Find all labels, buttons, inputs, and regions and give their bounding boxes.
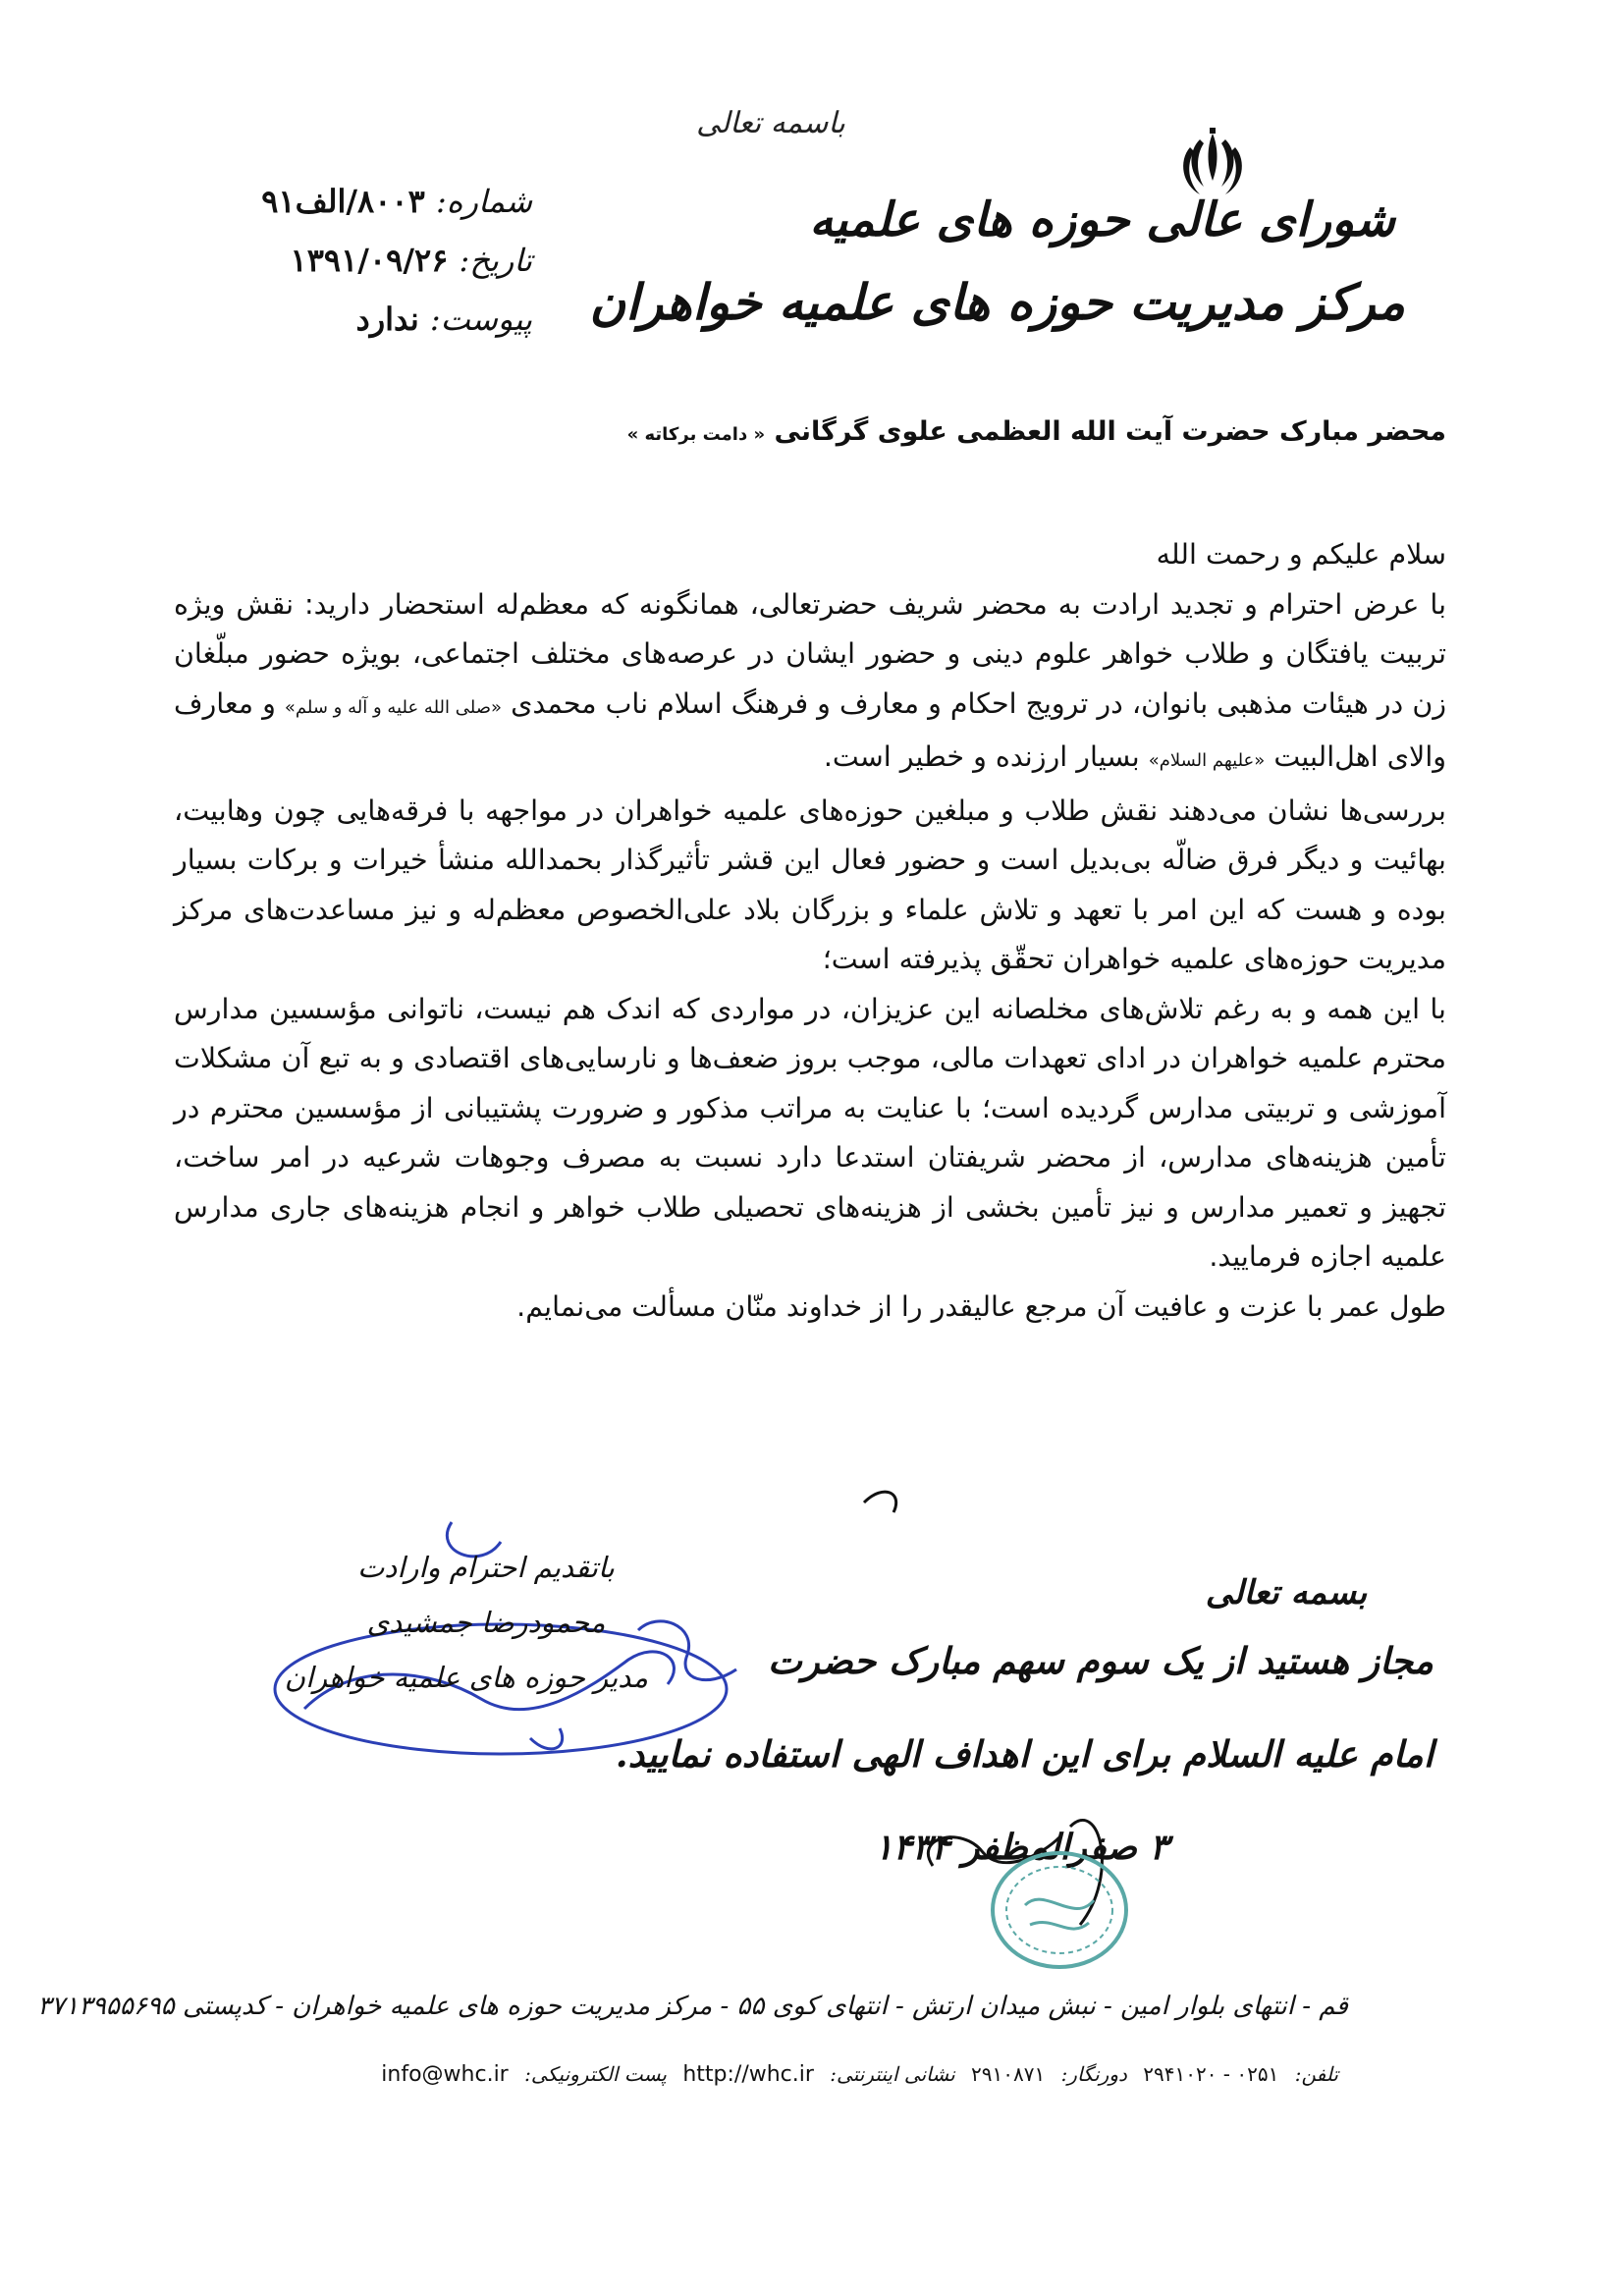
letter-date-label: تاریخ:: [459, 242, 532, 279]
footer-fax-value: ۲۹۱۰۸۷۱: [971, 2062, 1046, 2086]
handwritten-reply-line-2: امام علیه السلام برای این اهداف الهی استفاده نمایید.: [615, 1732, 1434, 1776]
official-seal-icon: [986, 1846, 1133, 1974]
body-paragraph-2: بررسی‌ها نشان می‌دهند نقش طلاب و مبلغین حوزه‌های علمیه خواهران در مواجهه با فرقه‌هایی چون وهابیت، بهائیت و دیگر فرق ضالّه بی‌بدیل است و حضور فعال این قشر تأثیرگذار بحمدالله منشأ خیرات و برکات بسیار بوده و هست که این امر با تعهد و تلاش علماء و بزرگان بلاد علی‌الخصوص معظم‌له و نیز مساعدت‌های مرکز مدیریت حوزه‌های علمیه خواهران تحقّق پذیرفته است؛: [174, 793, 1446, 975]
letter-attachment-value: ندارد: [355, 301, 419, 338]
letter-date: [218, 242, 532, 279]
footer-phone-label: تلفن:: [1294, 2062, 1338, 2086]
sender-title: مدیر حوزه های علمیه خواهران: [284, 1661, 648, 1694]
handwritten-reply-heading: بسمه تعالی: [1205, 1573, 1368, 1613]
footer-web-link[interactable]: http://whc.ir: [682, 2062, 814, 2087]
handwritten-reply-line-1: مجاز هستید از یک سوم سهم مبارک حضرت: [768, 1639, 1434, 1682]
body-paragraph-1-part-a: با عرض احترام و تجدید ارادت به محضر شریف حضرتعالی، همانگونه که معظم‌له استحضار دارید: نقش ویژه تربیت یافتگان و طلاب خواهر علوم دینی و حضور ایشان در عرصه‌های مختلف اجتماعی، بویژه حضور مبلّغان زن در هیئات مذهبی بانوان، در ترویج احکام و معارف و فرهنگ اسلام ناب محمدی: [174, 587, 1447, 720]
footer-phone-value: ۰۲۵۱ - ۲۹۴۱۰۲۰: [1143, 2062, 1279, 2086]
footer-web-label: نشانی اینترنتی:: [830, 2062, 955, 2086]
footer-email-link[interactable]: info@whc.ir: [381, 2062, 509, 2087]
letter-number-label: شماره:: [435, 183, 532, 220]
body-paragraph-1-part-c: بسیار ارزنده و خطیر است.: [823, 740, 1140, 773]
honorific-ahlulbayt: «علیهم السلام»: [1148, 750, 1266, 771]
letter-date-value: ۱۳۹۱/۰۹/۲۶: [290, 242, 449, 279]
footer-address: قم - انتهای بلوار امین - نبش میدان ارتش - انتهای کوی ۵۵ - مرکز مدیریت حوزه های علمیه خواهران - کدپستی ۳۷۱۳۹۵۵۶۹۵: [37, 1992, 1348, 2021]
footer-contact: [371, 2062, 1338, 2087]
sender-name: محمودرضا جمشیدی: [366, 1606, 606, 1639]
honorific-prophet: «صلی الله علیه و آله و سلم»: [284, 696, 503, 718]
addressee-line: [627, 416, 1446, 447]
sender-regards: باتقدیم احترام وارادت: [357, 1551, 615, 1584]
organization-line-2: مرکز مدیریت حوزه های علمیه خواهران: [589, 273, 1405, 331]
organization-line-1: شورای عالی حوزه های علمیه: [809, 192, 1395, 247]
sender-block: [284, 1540, 648, 1705]
footer-email-label: پست الکترونیکی:: [524, 2062, 667, 2086]
addressee-honorific: « دامت برکاته »: [626, 424, 766, 445]
letter-attachment-label: پیوست:: [429, 301, 532, 338]
body-closing: طول عمر با عزت و عافیت آن مرجع عالیقدر را از خداوند منّان مسألت می‌نمایم.: [516, 1289, 1446, 1323]
body-paragraph-1: [174, 580, 1446, 787]
letter-number-value: ۸۰۰۳/الف۹۱: [261, 183, 425, 220]
body-paragraph-1-part-b: و معارف والای اهل‌البیت: [174, 686, 1446, 773]
invocation-text: باسمه تعالی: [696, 106, 845, 140]
footer-fax-label: دورنگار:: [1060, 2062, 1127, 2086]
salutation: سلام علیکم و رحمت الله: [1156, 538, 1446, 571]
letter-number: [218, 183, 532, 220]
handwritten-reply-date: ۳ صفرالمظفر ۱۴۳۴: [874, 1827, 1168, 1868]
addressee-main: محضر مبارک حضرت آیت الله العظمی علوی گرگانی: [774, 416, 1446, 447]
body-paragraph-3: با این همه و به رغم تلاش‌های مخلصانه این عزیزان، در مواردی که اندک هم نیست، ناتوانی مؤسسین مدارس محترم علمیه خواهران در ادای تعهدات مالی، موجب بروز ضعف‌ها و نارسایی‌های اقتصادی و به تبع آن مشکلات آموزشی و تربیتی مدارس گردیده است؛ با عنایت به مراتب مذکور و ضرورت پشتیبانی از مؤسسین محترم در تأمین هزینه‌های مدارس، از محضر شریفتان استدعا دارد نسبت به مصرف وجوهات شرعیه در امر ساخت، تجهیز و تعمیر مدارس و نیز تأمین بخشی از هزینه‌های تحصیلی طلاب خواهر و انجام هزینه‌های جاری مدارس علمیه اجازه فرمایید.: [174, 992, 1446, 1273]
letter-body: [174, 530, 1446, 1332]
letter-attachment: [218, 301, 532, 338]
